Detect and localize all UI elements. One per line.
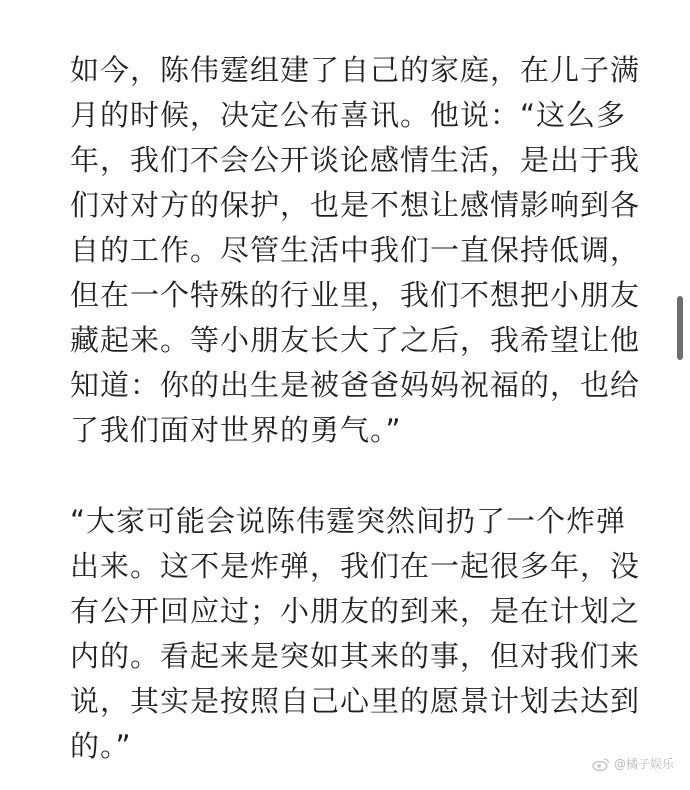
paragraph-1 (70, 48, 641, 453)
text-line: 说，其实是按照自己心里的愿景计划去达到 (70, 684, 641, 718)
paragraph-2 (70, 499, 641, 769)
watermark (592, 754, 674, 774)
text-line: 如今，陈伟霆组建了自己的家庭，在儿子满 (70, 53, 641, 87)
text-line: 月的时候，决定公布喜讯。他说：“这么多 (70, 98, 627, 132)
text-line: 了我们面对世界的勇气。” (70, 413, 402, 447)
article-body (70, 48, 641, 769)
text-line: 但在一个特殊的行业里，我们不想把小朋友 (70, 278, 641, 312)
text-line: 藏起来。等小朋友长大了之后，我希望让他 (70, 323, 641, 357)
text-line: 自的工作。尽管生活中我们一直保持低调， (70, 233, 641, 267)
text-line: 内的。看起来是突如其来的事，但对我们来 (70, 639, 641, 673)
vertical-scrollbar[interactable] (677, 296, 683, 360)
text-line: “大家可能会说陈伟霆突然间扔了一个炸弹 (70, 504, 627, 538)
text-line: 们对对方的保护，也是不想让感情影响到各 (70, 188, 641, 222)
weibo-logo-icon (592, 757, 610, 771)
paragraph-spacer (70, 453, 630, 499)
text-line: 知道：你的出生是被爸爸妈妈祝福的，也给 (70, 368, 641, 402)
text-line: 有公开回应过；小朋友的到来，是在计划之 (70, 594, 641, 628)
text-line: 年，我们不会公开谈论感情生活，是出于我 (70, 143, 641, 177)
text-line: 出来。这不是炸弹，我们在一起很多年，没 (70, 549, 641, 583)
text-line: 的。” (70, 729, 132, 763)
watermark-text: @橘子娱乐 (613, 757, 674, 771)
